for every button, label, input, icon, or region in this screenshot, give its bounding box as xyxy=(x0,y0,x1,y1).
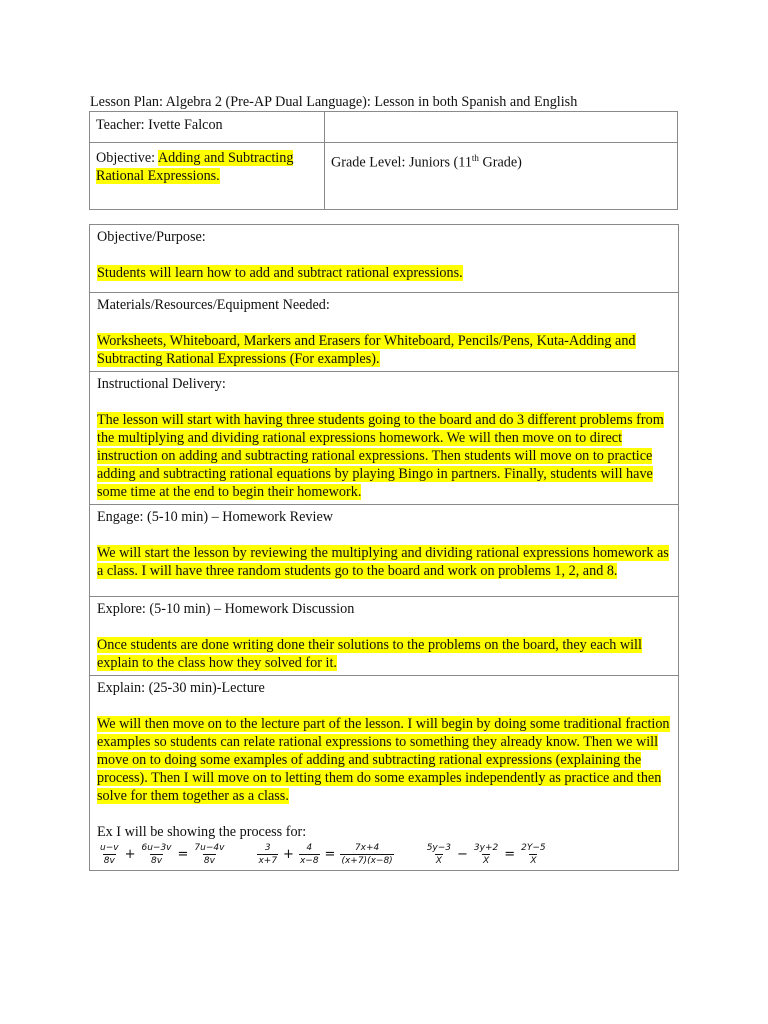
fraction xyxy=(471,843,501,867)
denominator: x−8 xyxy=(299,856,319,866)
denominator: 8v xyxy=(103,856,115,866)
fraction xyxy=(424,843,454,867)
empty-cell xyxy=(325,112,678,143)
equation-3 xyxy=(424,843,549,867)
numerator: 2Y−5 xyxy=(521,843,546,853)
fraction xyxy=(338,843,395,867)
section-heading: Objective/Purpose: xyxy=(97,229,206,245)
header-table xyxy=(89,111,678,210)
fraction xyxy=(297,843,322,867)
fraction xyxy=(138,843,174,867)
grade-sup: th xyxy=(471,153,479,163)
section-explain xyxy=(90,676,679,871)
objective-label: Objective: xyxy=(96,150,158,166)
equals-sign: = xyxy=(504,847,516,862)
lesson-sections-table xyxy=(89,224,679,871)
numerator: 3 xyxy=(264,843,271,853)
section-heading: Engage: (5-10 min) – Homework Review xyxy=(97,509,334,525)
denominator: (x+7)(x−8) xyxy=(341,856,393,866)
denominator: x+7 xyxy=(258,856,278,866)
operator: + xyxy=(124,847,136,862)
section-body: We will then move on to the lecture part of the lesson. I will begin by doing some traditional fraction examples so students can relate rational expressions to something they already know. Then we will move on to doing some examples of adding and subtracting rational expressions (explaining the process). Then I will move on to letting them do some examples independently as practice and then solve for them together as a class. xyxy=(97,716,670,804)
numerator: u−v xyxy=(100,843,119,853)
section-instructional-delivery xyxy=(90,372,679,505)
grade-level-cell xyxy=(325,143,678,210)
section-engage xyxy=(90,505,679,597)
teacher-name: Teacher: Ivette Falcon xyxy=(96,117,223,133)
section-heading: Instructional Delivery: xyxy=(97,376,226,392)
numerator: 7x+4 xyxy=(354,843,380,853)
fraction xyxy=(97,843,122,867)
fraction xyxy=(255,843,280,867)
objective-cell xyxy=(90,143,325,210)
numerator: 4 xyxy=(306,843,313,853)
denominator: X xyxy=(435,856,442,866)
equals-sign: = xyxy=(324,847,336,862)
teacher-cell xyxy=(90,112,325,143)
operator: − xyxy=(457,847,468,862)
numerator: 6u−3v xyxy=(141,843,172,853)
section-body: The lesson will start with having three students going to the board and do 3 different problems from the multiplying and dividing rational expressions homework. We will then move on to direct instruction on adding and subtracting rational expressions. Then students will move on to practice adding and subtracting rational equations by playing Bingo in partners. Finally, students will have some time at the end to begin their homework. xyxy=(97,412,664,500)
section-heading: Materials/Resources/Equipment Needed: xyxy=(97,297,330,313)
fraction xyxy=(518,843,549,867)
section-objective xyxy=(90,225,679,293)
denominator: 8v xyxy=(203,856,215,866)
document-title: Lesson Plan: Algebra 2 (Pre-AP Dual Language): Lesson in both Spanish and English xyxy=(90,94,578,110)
section-heading: Explore: (5-10 min) – Homework Discussion xyxy=(97,601,355,617)
section-materials xyxy=(90,293,679,372)
equation-2 xyxy=(255,843,395,867)
grade-suffix: Grade) xyxy=(478,154,522,171)
objective-text: Adding and Subtracting Rational Expressions. xyxy=(96,150,294,184)
operator: + xyxy=(283,847,294,862)
example-label: Ex I will be showing the process for: xyxy=(97,824,307,840)
grade-prefix: Grade Level: Juniors (11 xyxy=(331,154,472,171)
fraction xyxy=(191,843,227,867)
section-body: Once students are done writing done their solutions to the problems on the board, they each will explain to the class how they solved for it. xyxy=(97,637,642,671)
section-explore xyxy=(90,597,679,676)
example-equations xyxy=(97,843,671,867)
equation-1 xyxy=(97,843,227,867)
numerator: 3y+2 xyxy=(473,843,499,853)
section-body: Worksheets, Whiteboard, Markers and Erasers for Whiteboard, Pencils/Pens, Kuta-Adding and Subtracting Rational Expressions (For examples). xyxy=(97,333,636,367)
denominator: 8v xyxy=(150,856,163,866)
section-heading: Explain: (25-30 min)-Lecture xyxy=(97,680,265,696)
denominator: X xyxy=(483,856,490,866)
section-body: Students will learn how to add and subtract rational expressions. xyxy=(97,265,463,281)
denominator: X xyxy=(530,856,537,866)
numerator: 7u−4v xyxy=(194,843,225,853)
numerator: 5y−3 xyxy=(426,843,452,853)
equals-sign: = xyxy=(177,847,189,862)
section-body: We will start the lesson by reviewing the multiplying and dividing rational expressions homework as a class. I will have three random students go to the board and work on problems 1, 2, and 8. xyxy=(97,545,669,579)
